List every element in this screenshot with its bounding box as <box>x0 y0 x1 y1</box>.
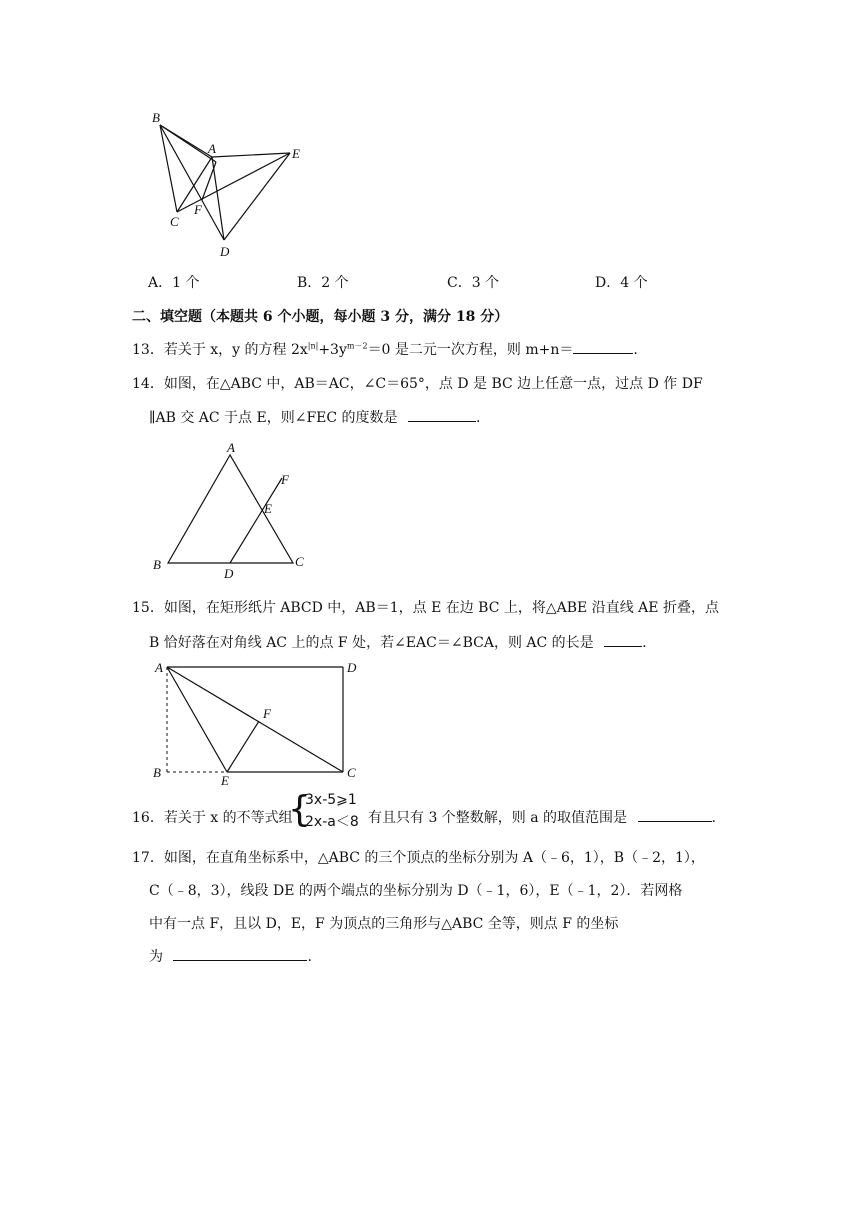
q13-answer-blank <box>573 341 633 354</box>
label-E: E <box>264 501 272 516</box>
q17-answer-blank <box>173 948 307 961</box>
q14-text-2a: ∥AB 交 AC 于点 E，则∠FEC 的度数是 <box>149 410 398 426</box>
label-C: C <box>347 765 356 780</box>
question-16-rest <box>368 807 716 827</box>
label-B: B <box>153 765 161 780</box>
segment-BC <box>160 125 177 212</box>
label-F: F <box>263 706 271 721</box>
label-E: E <box>221 773 229 785</box>
label-A: A <box>155 660 163 675</box>
q16-inequality-1: 3x-5⩾1 <box>305 792 357 808</box>
label-D: D <box>347 660 357 675</box>
option-b: B．2 个 <box>297 275 349 291</box>
label-A: A <box>208 141 216 156</box>
q16-answer-blank <box>638 809 712 822</box>
label-C: C <box>170 214 179 229</box>
q14-answer-blank <box>408 409 476 422</box>
q17-text-4a: 为 <box>149 949 163 965</box>
q15-answer-blank <box>604 634 642 647</box>
label-D: D <box>224 566 234 581</box>
q16-text-2: 有且只有 3 个整数解，则 a 的取值范围是 <box>368 810 628 826</box>
segment-AE <box>212 153 290 157</box>
label-A: A <box>227 440 235 455</box>
question-15-line-1: 15．如图，在矩形纸片 ABCD 中，AB＝1，点 E 在边 BC 上，将△ABE 沿直线 AE 折叠，点 <box>132 600 719 616</box>
q16-text-1: 16．若关于 x 的不等式组 <box>132 810 293 826</box>
label-B: B <box>153 557 161 572</box>
question-13 <box>132 339 638 359</box>
q13-sup-1: |n| <box>307 341 319 351</box>
question-14-line-2 <box>149 407 480 427</box>
q16-brace: { <box>288 789 311 830</box>
q13-sup-2: m－2 <box>346 341 368 351</box>
segment-AF <box>202 162 216 200</box>
label-F: F <box>194 202 202 217</box>
q16-inequality-2: 2x-a＜8 <box>305 814 359 830</box>
segment-AE <box>167 667 227 772</box>
option-d: D．4 个 <box>595 275 648 291</box>
segment-DF <box>230 478 282 563</box>
label-B: B <box>152 110 160 125</box>
question-17-line-1: 17．如图，在直角坐标系中，△ABC 的三个顶点的坐标分别为 A（﹣6，1），B（﹣2，1）， <box>132 850 705 866</box>
figure-1 <box>140 100 320 265</box>
segment-AC <box>167 667 343 772</box>
q16-text-3: . <box>711 810 716 826</box>
option-a: A．1 个 <box>148 275 200 291</box>
label-C: C <box>295 554 304 569</box>
q17-text-4b: . <box>307 949 312 965</box>
question-17-line-4 <box>149 946 312 966</box>
q13-text-1: 13．若关于 x，y 的方程 2x <box>132 342 308 358</box>
figure-3 <box>145 655 365 785</box>
question-15-line-2 <box>149 632 647 652</box>
segment-EF <box>227 721 259 772</box>
label-E: E <box>292 146 300 161</box>
figure-2 <box>145 438 315 583</box>
q13-text-2: +3y <box>318 342 347 358</box>
question-17-line-2: C（﹣8，3），线段 DE 的两个端点的坐标分别为 D（﹣1，6），E（﹣1，2）．若网格 <box>149 883 683 899</box>
triangle-ABC <box>168 455 293 563</box>
question-14-line-1: 14．如图，在△ABC 中，AB＝AC，∠C＝65°，点 D 是 BC 边上任意一点，过点 D 作 DF <box>132 376 703 392</box>
q14-text-2b: . <box>476 410 481 426</box>
q13-text-3: ＝0 是二元一次方程，则 m+n＝ <box>367 342 574 358</box>
option-c: C．3 个 <box>447 275 500 291</box>
question-17-line-3: 中有一点 F，且以 D，E，F 为顶点的三角形与△ABC 全等，则点 F 的坐标 <box>149 916 619 932</box>
q15-text-2b: . <box>642 635 647 651</box>
q13-text-4: . <box>633 342 638 358</box>
section-title: 二、填空题（本题共 6 个小题，每小题 3 分，满分 18 分） <box>132 309 509 325</box>
label-F: F <box>281 472 289 487</box>
segment-ED <box>224 153 290 240</box>
label-D: D <box>220 244 230 259</box>
q15-text-2a: B 恰好落在对角线 AC 上的点 F 处，若∠EAC＝∠BCA，则 AC 的长是 <box>149 635 594 651</box>
